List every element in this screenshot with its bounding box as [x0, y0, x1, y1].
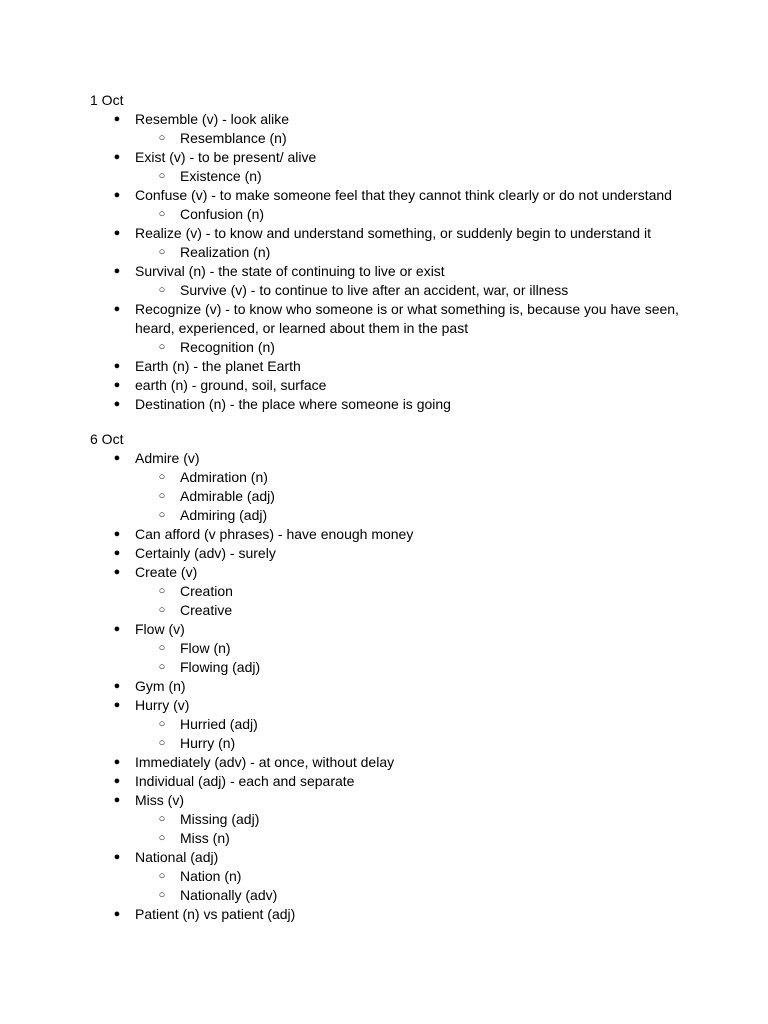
- entry-text: Resemble (v) - look alike: [135, 111, 290, 127]
- vocabulary-entry: [90, 395, 710, 414]
- vocabulary-subentry: [90, 886, 710, 905]
- subentry-text: Recognition (n): [180, 339, 275, 355]
- bullet-icon: ●: [113, 756, 121, 768]
- notes-section: [90, 430, 710, 924]
- vocabulary-entry: [90, 525, 710, 544]
- entry-text: Recognize (v) - to know who someone is or what something is, because you have seen, heard, experienced, or learned about them in the past: [135, 301, 679, 336]
- bullet-icon: ●: [113, 908, 121, 920]
- entry-text: Miss (v): [135, 792, 184, 808]
- bullet-icon: ●: [113, 360, 121, 372]
- vocabulary-subentry: [90, 582, 710, 601]
- hollow-bullet-icon: ○: [158, 737, 166, 749]
- vocabulary-entry: [90, 544, 710, 563]
- hollow-bullet-icon: ○: [158, 870, 166, 882]
- bullet-icon: ●: [113, 680, 121, 692]
- vocabulary-subentry: [90, 506, 710, 525]
- entry-text: Gym (n): [135, 678, 186, 694]
- entry-text: Certainly (adv) - surely: [135, 545, 276, 561]
- subentry-text: Confusion (n): [180, 206, 265, 222]
- hollow-bullet-icon: ○: [158, 604, 166, 616]
- vocabulary-entry: [90, 772, 710, 791]
- vocabulary-list: [90, 110, 710, 414]
- entry-text: Earth (n) - the planet Earth: [135, 358, 301, 374]
- bullet-icon: ●: [113, 566, 121, 578]
- subentry-text: Admirable (adj): [180, 488, 275, 504]
- subentry-text: Miss (n): [180, 830, 230, 846]
- bullet-icon: ●: [113, 775, 121, 787]
- subentry-text: Flowing (adj): [180, 659, 261, 675]
- bullet-icon: ●: [113, 452, 121, 464]
- bullet-icon: ●: [113, 151, 121, 163]
- bullet-icon: ●: [113, 189, 121, 201]
- hollow-bullet-icon: ○: [158, 813, 166, 825]
- hollow-bullet-icon: ○: [158, 170, 166, 182]
- bullet-icon: ●: [113, 265, 121, 277]
- hollow-bullet-icon: ○: [158, 246, 166, 258]
- entry-text: Can afford (v phrases) - have enough money: [135, 526, 414, 542]
- vocabulary-entry: [90, 376, 710, 395]
- vocabulary-entry: [90, 224, 710, 243]
- subentry-text: Hurry (n): [180, 735, 236, 751]
- bullet-icon: ●: [113, 699, 121, 711]
- vocabulary-entry: [90, 262, 710, 281]
- vocabulary-subentry: [90, 601, 710, 620]
- subentry-text: Nation (n): [180, 868, 242, 884]
- hollow-bullet-icon: ○: [158, 509, 166, 521]
- hollow-bullet-icon: ○: [158, 661, 166, 673]
- bullet-icon: ●: [113, 303, 121, 315]
- vocabulary-entry: [90, 848, 710, 867]
- notes-section: [90, 91, 710, 414]
- entry-text: Hurry (v): [135, 697, 190, 713]
- subentry-text: Nationally (adv): [180, 887, 278, 903]
- date-heading: 1 Oct: [90, 92, 124, 108]
- vocabulary-subentry: [90, 867, 710, 886]
- subentry-text: Creative: [180, 602, 233, 618]
- hollow-bullet-icon: ○: [158, 718, 166, 730]
- vocabulary-subentry: [90, 338, 710, 357]
- vocabulary-subentry: [90, 734, 710, 753]
- vocabulary-entry: [90, 110, 710, 129]
- bullet-icon: ●: [113, 547, 121, 559]
- entry-text: National (adj): [135, 849, 219, 865]
- entry-text: Individual (adj) - each and separate: [135, 773, 355, 789]
- subentry-text: Survive (v) - to continue to live after an accident, war, or illness: [180, 282, 569, 298]
- bullet-icon: ●: [113, 379, 121, 391]
- vocabulary-subentry: [90, 658, 710, 677]
- entry-text: Survival (n) - the state of continuing to live or exist: [135, 263, 445, 279]
- subentry-text: Creation: [180, 583, 233, 599]
- vocabulary-subentry: [90, 715, 710, 734]
- entry-text: Admire (v): [135, 450, 200, 466]
- vocabulary-entry: [90, 753, 710, 772]
- bullet-icon: ●: [113, 623, 121, 635]
- bullet-icon: ●: [113, 851, 121, 863]
- bullet-icon: ●: [113, 794, 121, 806]
- subentry-text: Hurried (adj): [180, 716, 258, 732]
- subentry-text: Existence (n): [180, 168, 262, 184]
- vocabulary-subentry: [90, 468, 710, 487]
- vocabulary-subentry: [90, 487, 710, 506]
- vocabulary-entry: [90, 300, 710, 338]
- vocabulary-subentry: [90, 243, 710, 262]
- vocabulary-subentry: [90, 639, 710, 658]
- vocabulary-subentry: [90, 810, 710, 829]
- hollow-bullet-icon: ○: [158, 585, 166, 597]
- entry-text: Exist (v) - to be present/ alive: [135, 149, 317, 165]
- bullet-icon: ●: [113, 227, 121, 239]
- vocabulary-subentry: [90, 167, 710, 186]
- entry-text: earth (n) - ground, soil, surface: [135, 377, 327, 393]
- entry-text: Confuse (v) - to make someone feel that they cannot think clearly or do not understand: [135, 187, 672, 203]
- entry-text: Flow (v): [135, 621, 185, 637]
- subentry-text: Flow (n): [180, 640, 231, 656]
- vocabulary-entry: [90, 677, 710, 696]
- vocabulary-subentry: [90, 281, 710, 300]
- bullet-icon: ●: [113, 113, 121, 125]
- subentry-text: Admiring (adj): [180, 507, 268, 523]
- bullet-icon: ●: [113, 398, 121, 410]
- entry-text: Immediately (adv) - at once, without delay: [135, 754, 395, 770]
- vocabulary-entry: [90, 449, 710, 468]
- vocabulary-entry: [90, 791, 710, 810]
- hollow-bullet-icon: ○: [158, 132, 166, 144]
- hollow-bullet-icon: ○: [158, 341, 166, 353]
- vocabulary-subentry: [90, 129, 710, 148]
- vocabulary-entry: [90, 563, 710, 582]
- hollow-bullet-icon: ○: [158, 284, 166, 296]
- vocabulary-entry: [90, 148, 710, 167]
- vocabulary-entry: [90, 696, 710, 715]
- vocabulary-subentry: [90, 205, 710, 224]
- bullet-icon: ●: [113, 528, 121, 540]
- entry-text: Patient (n) vs patient (adj): [135, 906, 296, 922]
- subentry-text: Resemblance (n): [180, 130, 287, 146]
- vocabulary-subentry: [90, 829, 710, 848]
- vocabulary-entry: [90, 905, 710, 924]
- hollow-bullet-icon: ○: [158, 832, 166, 844]
- hollow-bullet-icon: ○: [158, 471, 166, 483]
- entry-text: Realize (v) - to know and understand something, or suddenly begin to understand it: [135, 225, 651, 241]
- entry-text: Destination (n) - the place where someone is going: [135, 396, 451, 412]
- subentry-text: Realization (n): [180, 244, 271, 260]
- hollow-bullet-icon: ○: [158, 490, 166, 502]
- subentry-text: Admiration (n): [180, 469, 268, 485]
- vocabulary-list: [90, 449, 710, 924]
- vocabulary-entry: [90, 186, 710, 205]
- vocabulary-entry: [90, 620, 710, 639]
- subentry-text: Missing (adj): [180, 811, 260, 827]
- hollow-bullet-icon: ○: [158, 642, 166, 654]
- date-heading: 6 Oct: [90, 431, 124, 447]
- vocabulary-entry: [90, 357, 710, 376]
- entry-text: Create (v): [135, 564, 198, 580]
- hollow-bullet-icon: ○: [158, 208, 166, 220]
- hollow-bullet-icon: ○: [158, 889, 166, 901]
